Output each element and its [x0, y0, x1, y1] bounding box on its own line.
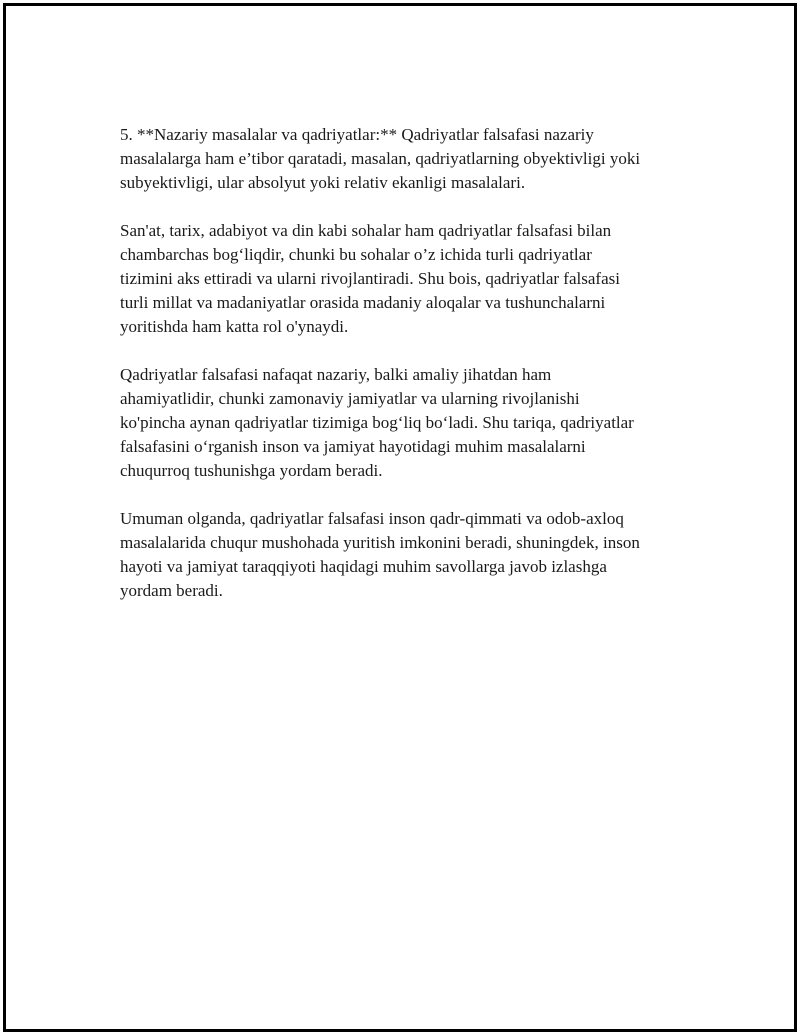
- paragraph-amaliy-ahamiyat: [120, 363, 710, 483]
- paragraph-nazariy-masalalar: [120, 123, 710, 195]
- text-line: San'at, tarix, adabiyot va din kabi sohalar ham qadriyatlar falsafasi bilan: [120, 221, 612, 240]
- paragraph-sanat-tarix: [120, 219, 710, 339]
- text-line: tizimini aks ettiradi va ularni rivojlantiradi. Shu bois, qadriyatlar falsafasi: [120, 269, 620, 288]
- page-frame: [3, 3, 797, 1032]
- text-line: yordam beradi.: [120, 581, 223, 600]
- text-line: 5. **Nazariy masalalar va qadriyatlar:** Qadriyatlar falsafasi nazariy: [120, 125, 594, 144]
- text-line: chuqurroq tushunishga yordam beradi.: [120, 461, 383, 480]
- text-line: turli millat va madaniyatlar orasida madaniy aloqalar va tushunchalarni: [120, 293, 606, 312]
- text-line: masalalarida chuqur mushohada yuritish imkonini beradi, shuningdek, inson: [120, 533, 640, 552]
- text-line: chambarchas bog‘liqdir, chunki bu sohalar o’z ichida turli qadriyatlar: [120, 245, 592, 264]
- text-line: ko'pincha aynan qadriyatlar tizimiga bog‘liq bo‘ladi. Shu tariqa, qadriyatlar: [120, 413, 634, 432]
- text-line: subyektivligi, ular absolyut yoki relativ ekanligi masalalari.: [120, 173, 526, 192]
- paragraph-umuman-olganda: [120, 507, 710, 603]
- text-line: masalalarga ham e’tibor qaratadi, masalan, qadriyatlarning obyektivligi yoki: [120, 149, 641, 168]
- text-line: hayoti va jamiyat taraqqiyoti haqidagi muhim savollarga javob izlashga: [120, 557, 607, 576]
- text-line: ahamiyatlidir, chunki zamonaviy jamiyatlar va ularning rivojlanishi: [120, 389, 580, 408]
- text-line: falsafasini o‘rganish inson va jamiyat hayotidagi muhim masalalarni: [120, 437, 586, 456]
- text-line: Umuman olganda, qadriyatlar falsafasi inson qadr-qimmati va odob-axloq: [120, 509, 624, 528]
- text-line: yoritishda ham katta rol o'ynaydi.: [120, 317, 349, 336]
- text-line: Qadriyatlar falsafasi nafaqat nazariy, balki amaliy jihatdan ham: [120, 365, 552, 384]
- document-body: [120, 123, 710, 627]
